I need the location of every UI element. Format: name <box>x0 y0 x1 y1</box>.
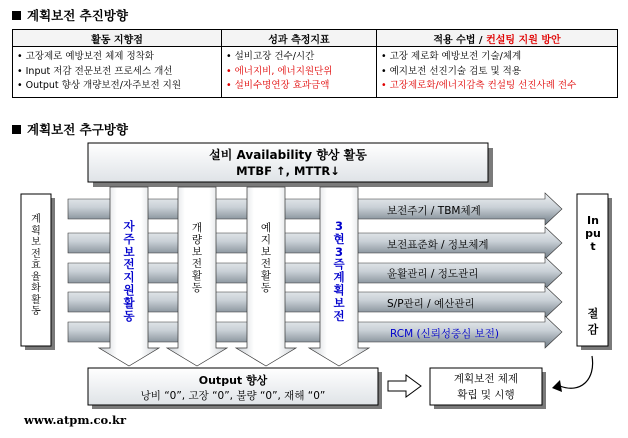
footer-url: www.atpm.co.kr <box>24 413 127 427</box>
table-item-text: 고장 제로화 예방보전 기술/체계 <box>389 51 522 62</box>
row-label-5: RCM (신뢰성중심 보전) <box>390 328 500 340</box>
table-item-text: 고장제로화/에너지감축 컨설팅 선진사례 전수 <box>389 80 577 91</box>
return-arrow-icon <box>560 356 593 388</box>
table-item-text: 에너지비, 에너지원단위 <box>234 65 333 77</box>
table-header-3-red: 컨설팅 지원 방안 <box>486 34 561 46</box>
row-label-1: 보전주기 / TBM체계 <box>387 205 481 217</box>
column-label-3: 예지보전활동 <box>260 222 272 294</box>
output-box-line1: Output 향상 <box>198 374 268 387</box>
return-arrowhead-icon <box>552 380 562 392</box>
output-box-line2: 낭비 “0”, 고장 “0”, 불량 “0”, 재해 “0” <box>140 390 326 402</box>
table-item: • 설비고장 건수/시간 <box>226 51 315 62</box>
table-item-text: Output 향상 개량보전/자주보전 지원 <box>25 80 182 91</box>
table-item: • 설비수명연장 효과금액 <box>226 80 330 91</box>
right-box-line1: Input <box>585 214 601 253</box>
table-item-text: Input 저감 전문보전 프로세스 개선 <box>25 65 173 77</box>
result-arrow-icon <box>388 375 421 397</box>
row-label-3: 윤활관리 / 정도관리 <box>387 268 479 280</box>
table-item: • 에너지비, 에너지원단위 <box>226 65 333 77</box>
table-item-text: 고장제로 예방보전 체제 정착화 <box>25 51 154 62</box>
top-box-line1: 설비 Availability 향상 활동 <box>209 148 367 162</box>
result-box-line2: 확립 및 시행 <box>457 389 515 401</box>
table-item: • Input 저감 전문보전 프로세스 개선 <box>17 65 173 77</box>
column-label-1: 자주보전 지원활동 <box>123 219 135 323</box>
table-item: • 고장제로 예방보전 체제 정착화 <box>17 51 154 62</box>
table-item: • 예지보전 선진기술 검토 및 적용 <box>381 65 522 77</box>
table-item: • Output 향상 개량보전/자주보전 지원 <box>17 80 182 91</box>
top-box-line2: MTBF ↑, MTTR↓ <box>236 164 340 178</box>
section-title-2-text: 계획보전 추구방향 <box>27 122 128 137</box>
column-label-2: 개량보전활동 <box>191 222 203 294</box>
table-header-2: 성과 측정지표 <box>222 30 377 47</box>
result-box-line1: 계획보전 체제 <box>453 373 519 385</box>
table-item: • 고장 제로화 예방보전 기술/체계 <box>381 51 522 62</box>
section-title-1-text: 계획보전 추진방향 <box>27 8 128 23</box>
right-box-line2: 절감 <box>587 307 599 336</box>
table-item-text: 예지보전 선진기술 검토 및 적용 <box>389 65 522 77</box>
table-item: • 고장제로화/에너지감축 컨설팅 선진사례 전수 <box>381 80 577 91</box>
column-label-4: 3현3즉 계획보전 <box>333 219 345 323</box>
table-header-3-text: 적용 수법 / <box>433 34 487 46</box>
table-item-text: 설비수명연장 효과금액 <box>234 80 330 91</box>
table-item-text: 설비고장 건수/시간 <box>234 51 315 62</box>
left-box-text: 계획보전효율화 활동 <box>31 214 41 317</box>
table-header-1: 활동 지향점 <box>13 30 222 47</box>
row-label-2: 보전표준화 / 정보체계 <box>387 239 489 251</box>
row-label-4: S/P관리 / 예산관리 <box>387 298 475 310</box>
